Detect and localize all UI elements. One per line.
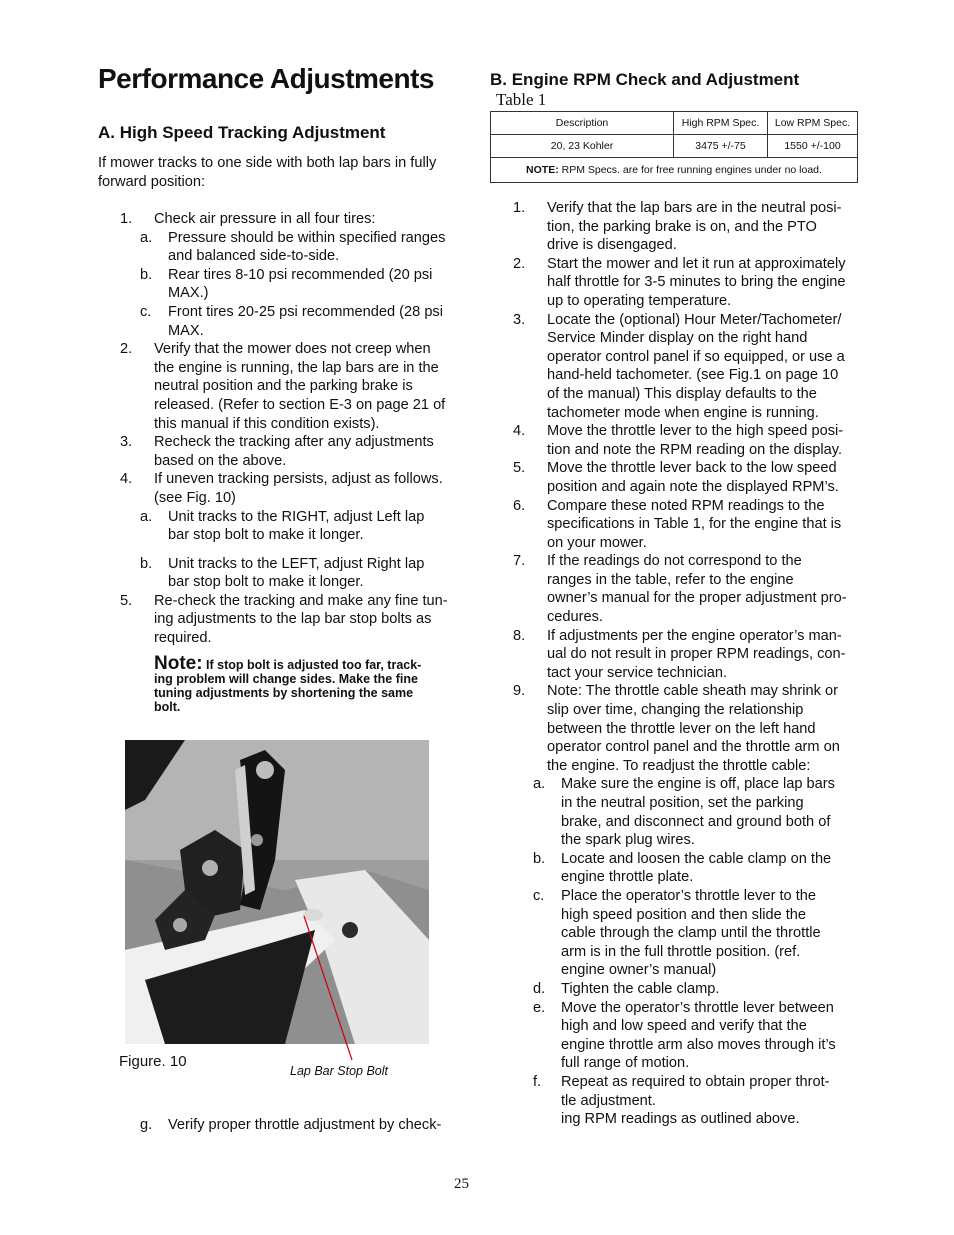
section-a-heading: A. High Speed Tracking Adjustment	[98, 123, 386, 142]
list-item: 5. Re-check the tracking and make any fine tun- ing adjustments to the lap bar stop bolts as required.	[120, 592, 448, 647]
list-item: a. Unit tracks to the RIGHT, adjust Left lap bar stop bolt to make it longer.	[140, 508, 425, 544]
list-item: 4. If uneven tracking persists, adjust as follows. (see Fig. 10)	[120, 471, 443, 506]
lap-bar-photo-illustration	[125, 740, 429, 1044]
callout-pointer-line	[300, 912, 360, 1064]
table-cell: 1550 +/-100	[768, 135, 858, 158]
item-number: 1.	[513, 200, 526, 216]
table-note-cell: NOTE: RPM Specs. are for free running engines under no load.	[491, 158, 858, 183]
table-cell: 3475 +/-75	[674, 135, 768, 158]
list-item: 8. If adjustments per the engine operator’s man- ual do not result in proper RPM readings, con- tact your service technician.	[513, 627, 846, 681]
section-a-steps	[120, 210, 470, 648]
list-item: d. Tighten the cable clamp.	[533, 980, 720, 997]
figure-10-photo	[125, 740, 429, 1044]
callout-label: Lap Bar Stop Bolt	[290, 1064, 388, 1078]
table-cell: 20, 23 Kohler	[491, 135, 674, 158]
page-number: 25	[454, 1176, 469, 1192]
list-item: 9. Note: The throttle cable sheath may shrink or slip over time, changing the relationship between the throttle lever on the left hand operator control panel and the throttle arm on the engine. To readjust the throttle cable:	[513, 683, 840, 774]
list-item: c. Place the operator’s throttle lever to the high speed position and then slide the cable through the clamp until the throttle arm is in the full throttle position. (ref. engine owner’s manual)	[533, 887, 821, 979]
section-a-intro	[98, 154, 436, 191]
page-title: Performance Adjustments	[98, 63, 434, 94]
table-header-cell: High RPM Spec.	[674, 112, 768, 135]
list-item: b. Unit tracks to the LEFT, adjust Right lap bar stop bolt to make it longer.	[140, 555, 425, 591]
table-row	[491, 135, 858, 158]
list-item: b. Rear tires 8-10 psi recommended (20 psi MAX.)	[140, 266, 433, 302]
section-b-steps	[513, 199, 863, 1129]
section-b-heading: B. Engine RPM Check and Adjustment	[490, 70, 800, 89]
list-item: 7. If the readings do not correspond to the ranges in the table, refer to the engine owner’s manual for the proper adjustment pro- cedures.	[513, 553, 847, 626]
list-item: 3. Locate the (optional) Hour Meter/Tachometer/ Service Minder display on the right hand operator control panel if so equipped, or use a hand-held tachometer. (see Fig.1 on page 10 of the manual) This display defaults to the tachometer mode when engine is running.	[513, 311, 845, 421]
note-block: Note: If stop bolt is adjusted too far, track- ing problem will change sides. Make the fine tuning adjustments by shortening the same bolt.	[154, 653, 422, 714]
rpm-spec-table	[490, 111, 858, 183]
list-item: a. Pressure should be within specified ranges and balanced side-to-side.	[140, 229, 446, 265]
list-item: f. Repeat as required to obtain proper throt- tle adjustment. ing RPM readings as outlined above.	[533, 1073, 830, 1128]
list-item: a. Make sure the engine is off, place lap bars in the neutral position, set the parking brake, and disconnect and ground both of the spark plug wires.	[533, 776, 835, 849]
list-item: 1. Verify that the lap bars are in the neutral posi- tion, the parking brake is on, and the PTO drive is disengaged.	[513, 200, 842, 254]
list-item: e. Move the operator’s throttle lever between high and low speed and verify that the engine throttle arm also moves through it’s full range of motion.	[533, 999, 836, 1072]
table-header-cell: Description	[491, 112, 674, 135]
list-item: 6. Compare these noted RPM readings to the specifications in Table 1, for the engine that is on your mower.	[513, 497, 842, 551]
list-item: 1. Check air pressure in all four tires:	[120, 211, 376, 227]
table-caption: Table 1	[496, 90, 547, 109]
list-item: 2. Verify that the mower does not creep when the engine is running, the lap bars are in the neutral position and the parking brake is released. (Refer to section E-3 on page 21 of this manual if this condition exists).	[120, 341, 446, 432]
list-item: 5. Move the throttle lever back to the low speed position and again note the displayed RPM’s.	[513, 460, 839, 495]
table-header-cell: Low RPM Spec.	[768, 112, 858, 135]
note-label: Note:	[154, 653, 203, 674]
item-number: g.	[140, 1117, 153, 1133]
list-item: 3. Recheck the tracking after any adjustments based on the above.	[120, 434, 434, 469]
list-item: c. Front tires 20-25 psi recommended (28 psi MAX.	[140, 303, 443, 339]
table-note-row	[491, 158, 858, 183]
intro-line: forward position:	[98, 173, 206, 190]
list-item: b. Locate and loosen the cable clamp on the engine throttle plate.	[533, 850, 832, 886]
item-number: 1.	[120, 211, 133, 227]
intro-line: If mower tracks to one side with both lap bars in fully	[98, 155, 437, 171]
figure-caption: Figure. 10	[119, 1053, 187, 1070]
table-header-row	[491, 112, 858, 135]
list-item: 2. Start the mower and let it run at approximately half throttle for 3-5 minutes to bring the engine up to operating temperature.	[513, 255, 846, 309]
list-item: 4. Move the throttle lever to the high speed posi- tion and note the RPM reading on the display.	[513, 423, 844, 458]
